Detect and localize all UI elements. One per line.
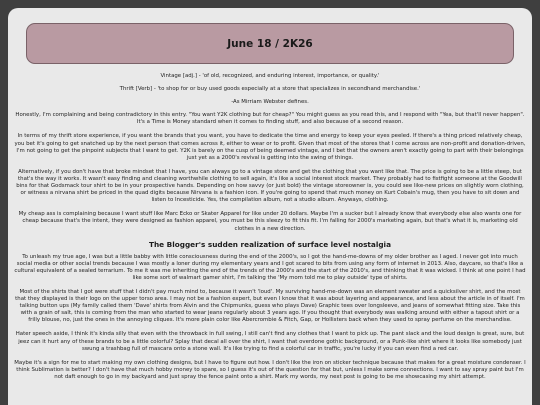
entry-body [8,64,532,381]
definition-thrift: Thrift [Verb] - 'to shop for or buy used goods especially at a store that specializes in secondhand merchandise.' [119,86,421,93]
section-heading: The Blogger's sudden realization of surface level nostalgia [149,239,391,249]
paragraph: My cheap ass is complaining because I want stuff like Marc Ecko or Skater Apparel for like under 20 dollars. Maybe I'm a sucker but I already know that everybody else also wants one for cheap because that's the intent, they were designed as fashion apparel, you must be this sleezy to fit this fit. I'm falling for 2000's marketing again, but that's what it is, marketing old clothes in a new direction. [18,211,522,232]
paragraph: To unleash my true age, I was but a little babby with little consciousness during the end of the 2000's, so I got the hand-me-downs of my older brother as I aged. I never got into much social media or other social trends because I was mostly a loner during my elementary years and I got scared to bits from using any form of internet in 2013. Also, daycare, so that's like a cultural equivalent of a sealed terrarium. To me it was me inheriting the end of the trends of the 2000's and the start of the 2010's, and thinking that it was wicked. I think at one point I had like some sort of walmart gamer shirt, I'm talking the 'My mom told me to play outside' type of shirts. [14,253,526,281]
paragraph: Most of the shirts that I got were stuff that I didn't pay much mind to, because it wasn't 'loud'. My surviving hand-me-down was an element sweater and a quicksilver shirt, and the most that they displayed is their logo on the upper torso area. I may not be a fashion expert, but even I know that it was about layering and appearance, and less about the article in of itself. I'm talking button ups (My family called them 'Dave' shirts from Alvin and the Chipmunks, guess who plays Dave) Graphic tees over longsleeve, and jeans of somewhat fitting size. Take this with a grain of salt, this is coming from the man who started to wear jeans regularly about 3 years ago. If you thought that everybody was walking around with either a tapout shirt or a frilly blouse, no, just the ones in the annoying cliques. It's more plain color like Abercrombie & Fitch, Gap, or Hollisters back when they used to spray perfume on the merchandise. [15,288,525,324]
paragraph: Honestly, I'm complaining and being contradictory in this entry. "You want Y2K clothing but for cheap?" You might guess as you read this, and I respond with "Yea, but that'll never happen". It's a Time is Money standard when it comes to finding stuff, and also because of a second reason. [15,112,525,126]
journal-page [8,8,532,405]
definition-source: -As Mirriam Webster defines. [231,99,309,106]
definition-vintage: Vintage [adj.] - 'of old, recognized, and enduring interest, importance, or quality.' [160,73,380,79]
page-title-bar [26,23,514,64]
paragraph: Hater speech aside, I think it's kinda silly that even with the throwback in full swing, I still can't find any clothes that I want to pick up. The pant slack and the loud design is great, sure, but jeez can it hurt any of these brands to be a little colorful? Splay that decal all over the shirt, I want that overdone gothic background, or a Punk-like shirt where it looks like somebody just swung a trashbag full of mascara onto a stone wall. It's like trying to find a colorful car in traffic, you're lucky if you can even find a red car. [15,331,525,352]
paragraph: Alternatively, if you don't have that broke mindset that I have, you can always go to a vintage store and get the clothing that you want like that. The price is going to be a little steep, but that's the way it works. It wasn't easy finding and cleaning worthwhile clothing to sell again, it's like a social interest stock market. They probably had to fistfight someone at the Goodwill bins for that Godsmack tour shirt to be in your prospective hands. Depending on how savvy (or just bold) the vintage storeowner is, you could see like-new prices on slightly worn clothing, or witness a nirvana shirt be priced in the quad digits because Nirvana is a fashion icon. If you're going to spend that much money on Kurt Cobain's mug, then you have to sit down and listen to Incesticide. Yes, the compilation album, not a studio album. Anyways, clothing. [16,168,524,204]
page-title: June 18 / 2K26 [227,37,313,50]
paragraph: Maybe it's a sign for me to start making my own clothing designs, but I have to figure out how. I don't like the iron on sticker technique because that makes for a great moisture condenser. I think Sublimation is better? I don't have that much hobby money to spare, so I guess it's out of the question for that but, unless I make some connections. I want to say spray paint but I'm not daft enough to go in my backyard and just spray the fence paint onto a shirt. Mark my words, my next post is going to be me showcasing my shirt attempt. [14,359,526,380]
paragraph: In terms of my thrift store experience, if you want the brands that you want, you have to dedicate the time and energy to keep your eyes peeled. If there's a thing priced relatively cheap, you bet it's going to get snatched up by the next person that comes across it, either to wear or to profit. Given that most of the stores that I come across are non-profit and donation-driven, I'm not going to get the pinpoint subjects that I want to get. Y2K is barely on the cusp of being deemed vintage, and I bet that the owners aren't exactly going to part with their belongings just yet as a 2000's revival is getting into the swing of things. [14,133,526,161]
